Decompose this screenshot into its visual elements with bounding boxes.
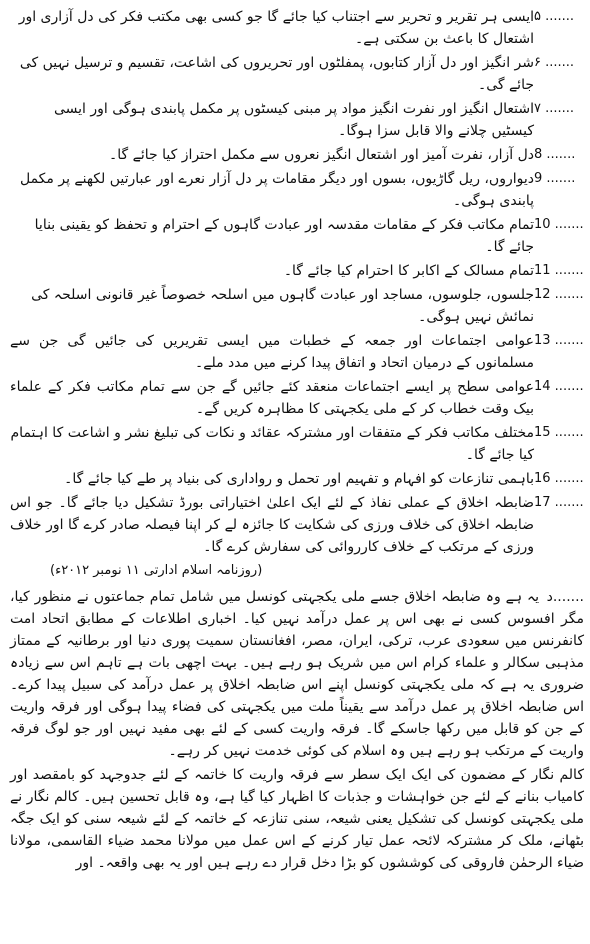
list-item	[10, 492, 584, 558]
item-text: عوامی اجتماعات اور جمعہ کے خطبات میں ایسی تقریریں کی جائیں گی جن سے مسلمانوں کے درمیان اتحاد و اتفاق پیدا کرنے میں مدد ملے۔	[10, 333, 534, 371]
item-number: 16 .......	[534, 471, 584, 486]
paragraph-text: کالم نگار کے مضمون کی ایک ایک سطر سے فرقہ واریت کا خاتمہ کے لئے جدوجہد کو بامقصد اور کامیاب بنانے کے لئے جن خواہشات و جذبات کا اظہار کیا گیا ہے، وہ قابل تحسین ہیں۔ کالم نگار نے ملی یکجہتی کونسل کی تشکیل یعنی شیعہ، سنی تنازعہ کے خاتمہ کے لئے شیعہ سنی کو ایک جگہ بٹھانے، ملک کر مشترکہ لائحہ عمل تیار کرنے کے اس عمل میں مولانا محمد ضیاء القاسمی، مولانا ضیاء الرحمٰن فاروقی کی کوششوں کو بڑا دخل قرار دے رہے ہیں اور یہ بھی واقعہ۔ اور	[10, 767, 584, 871]
item-text: اشتعال انگیز اور نفرت انگیز مواد پر مبنی کیسٹوں پر مکمل پابندی ہوگی اور ایسی کیسٹیں چلانے والا قابل سزا ہوگا۔	[53, 101, 534, 139]
list-item	[10, 98, 584, 142]
item-number: 15 .......	[534, 425, 584, 440]
item-text: شر انگیز اور دل آزار کتابوں، پمفلٹوں اور تحریروں کی اشاعت، تقسیم و ترسیل نہیں کی جائے گی۔	[19, 55, 534, 93]
source-citation: (روزنامہ اسلام ادارتی ۱۱ نومبر ۲۰۱۲ء)	[50, 563, 263, 578]
list-item	[10, 6, 584, 50]
list-item	[10, 422, 584, 466]
item-number: 11 .......	[534, 263, 584, 278]
list-item	[10, 168, 584, 212]
item-number: 9 .......	[534, 171, 576, 186]
list-item	[10, 260, 584, 282]
item-number: 8 .......	[534, 147, 576, 162]
item-text: دل آزار، نفرت آمیز اور اشتعال انگیز نعروں سے مکمل احتراز کیا جائے گا۔	[109, 147, 534, 163]
code-of-conduct-list	[10, 6, 584, 558]
item-number: ۷ .......	[534, 101, 575, 116]
item-text: عوامی سطح پر ایسے اجتماعات منعقد کئے جائیں گے جن سے تمام مکاتب فکر کے علماء بیک وقت خطاب کر کے ملی یکجہتی کا مظاہرہ کریں گے۔	[10, 379, 534, 417]
item-number: 17 .......	[534, 495, 584, 510]
item-text: ضابطہ اخلاق کے عملی نفاذ کے لئے ایک اعلیٰ اختیاراتی بورڈ تشکیل دیا جائے گا۔ جو اس ضابطہ اخلاق کی خلاف ورزی کی شکایت کا جائزہ لے کر اپنا فیصلہ صادر کرے گا اور خلاف ورزی کے مرتکب کے خلاف کارروائی کی سفارش کرے گا۔	[10, 495, 534, 555]
item-text: جلسوں، جلوسوں، مساجد اور عبادت گاہوں میں اسلحہ خصوصاً غیر قانونی اسلحہ کی نمائش نہیں ہوگی۔	[31, 287, 534, 325]
item-number: ۵ .......	[534, 9, 575, 24]
item-number: 13 .......	[534, 333, 584, 348]
item-text: باہمی تنازعات کو افہام و تفہیم اور تحمل و رواداری کی بنیاد پر طے کیا جائے گا۔	[64, 471, 534, 487]
body-paragraph	[10, 764, 584, 874]
item-text: تمام مسالک کے اکابر کا احترام کیا جائے گا۔	[283, 263, 534, 279]
item-text: مختلف مکاتب فکر کے متفقات اور مشترکہ عقائد و نکات کی تبلیغ نشر و اشاعت کا اہتمام کیا جائے گا۔	[10, 425, 534, 463]
list-item	[10, 284, 584, 328]
body-paragraph	[10, 586, 584, 762]
list-item	[10, 52, 584, 96]
item-number: ۶ .......	[534, 55, 575, 70]
item-number: 14 .......	[534, 379, 584, 394]
item-number: 10 .......	[534, 217, 584, 232]
list-item	[10, 144, 584, 166]
paragraph-marker: د.......	[546, 589, 584, 605]
list-item	[10, 214, 584, 258]
list-item	[10, 330, 584, 374]
item-text: ایسی ہر تقریر و تحریر سے اجتناب کیا جائے گا جو کسی بھی مکتب فکر کی دل آزاری اور اشتعال کا باعث بن سکتی ہے۔	[18, 9, 534, 47]
paragraph-text: یہ ہے وہ ضابطہ اخلاق جسے ملی یکجہتی کونسل میں شامل تمام جماعتوں نے منظور کیا، مگر افسوس کسی نے بھی اس پر عمل درآمد نہیں کیا۔ اخباری اطلاعات کے مطابق اتحاد امت کانفرنس میں سعودی عرب، ترکی، ایران، مصر، افغانستان سمیت پوری دنیا اور برطانیہ کے ممتاز مذہبی سکالر و علماء کرام اس میں شریک ہو رہے ہیں۔ بہت اچھی بات ہے تاہم اس سے زیادہ ضروری یہ ہے کہ ملی یکجہتی کونسل اپنے اس ضابطہ اخلاق پر عمل درآمد کی سبیل پیدا کرے۔ اس ضابطہ اخلاق پر عمل درآمد سے یقیناً ملت میں یکجہتی کی فضاء پیدا ہوگی اور فرقہ واریت کے جن کو قابل میں رکھا جاسکے گا۔ فرقہ واریت کسی کے لئے بھی مفید نہیں اور جو لوگ فرقہ واریت کے مرتکب ہو رہے ہیں وہ اسلام کی کوئی خدمت نہیں کر رہے۔	[10, 589, 584, 759]
item-number: 12 .......	[534, 287, 584, 302]
item-text: دیواروں، ریل گاڑیوں، بسوں اور دیگر مقامات پر دل آزار نعرے اور عبارتیں لکھنے پر مکمل پابندی ہوگی۔	[19, 171, 534, 209]
item-text: تمام مکاتب فکر کے مقامات مقدسہ اور عبادت گاہوں کے احترام و تحفظ کو یقینی بنایا جائے گا۔	[34, 217, 534, 255]
list-item	[10, 468, 584, 490]
list-item	[10, 376, 584, 420]
